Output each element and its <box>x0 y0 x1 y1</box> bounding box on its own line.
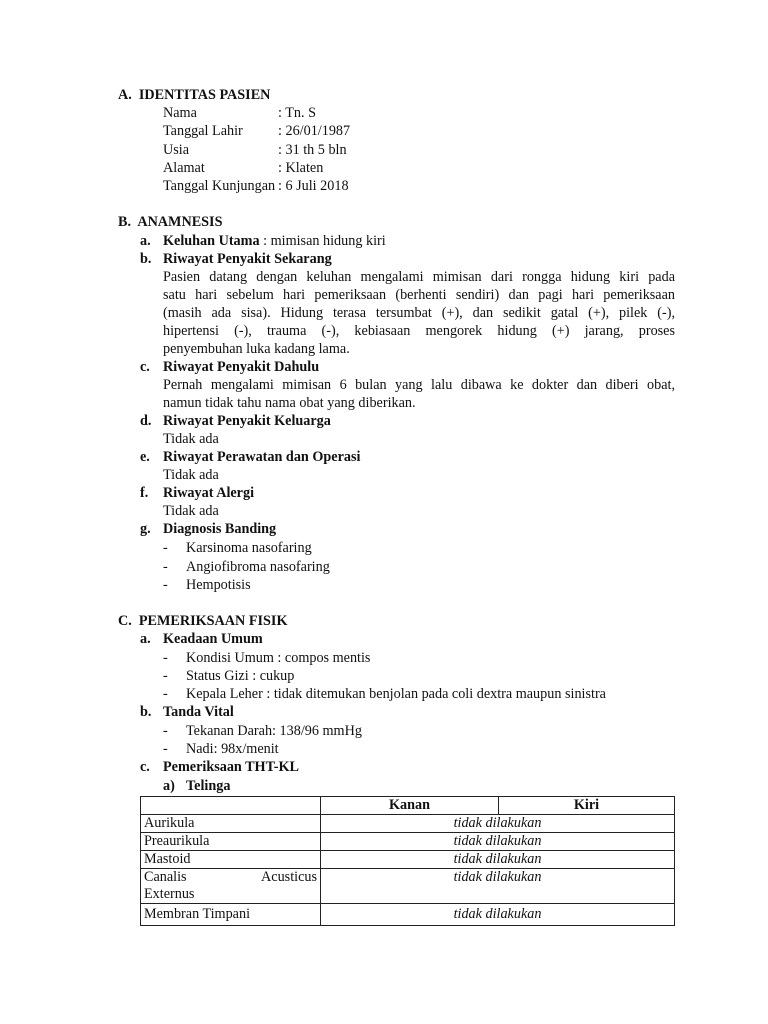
rps-line-4: hipertensi (-), trauma (-), kebiasaan mengorek hidung (+) jarang, proses <box>163 323 675 339</box>
rpo-marker: e. <box>140 449 150 465</box>
table-header-row <box>141 797 675 815</box>
rpd-line-2: namun tidak tahu nama obat yang diberikan. <box>163 395 416 411</box>
row-value: tidak dilakukan <box>321 815 675 833</box>
telinga-title: Telinga <box>186 778 231 794</box>
table-row <box>141 851 675 869</box>
field-value-tanggal-kunjungan: : 6 Juli 2018 <box>278 178 349 194</box>
field-value-nama: : Tn. S <box>278 105 316 121</box>
diagnosis-bullet: - <box>163 577 168 593</box>
tht-marker: c. <box>140 759 150 775</box>
rpk-title: Riwayat Penyakit Keluarga <box>163 413 331 429</box>
section-a-heading: A. IDENTITAS PASIEN <box>118 87 271 103</box>
keadaan-bullet: - <box>163 668 168 684</box>
keluhan-title: Keluhan Utama <box>163 233 260 249</box>
field-label-alamat: Alamat <box>163 160 205 176</box>
section-c-heading: C. PEMERIKSAAN FISIK <box>118 613 288 629</box>
rpo-text: Tidak ada <box>163 467 219 483</box>
row-label: Preaurikula <box>141 833 321 851</box>
rpk-text: Tidak ada <box>163 431 219 447</box>
table-header-blank <box>141 797 321 815</box>
vital-bullet: - <box>163 723 168 739</box>
row-value: tidak dilakukan <box>321 851 675 869</box>
rps-marker: b. <box>140 251 152 267</box>
table-row <box>141 869 675 904</box>
diagnosis-item-3: Hempotisis <box>186 577 251 593</box>
rpd-line-1: Pernah mengalami mimisan 6 bulan yang lalu dibawa ke dokter dan diberi obat, <box>163 377 675 393</box>
telinga-marker: a) <box>163 778 175 794</box>
row-label: Mastoid <box>141 851 321 869</box>
diagnosis-bullet: - <box>163 540 168 556</box>
keadaan-item-1: Kondisi Umum : compos mentis <box>186 650 371 666</box>
rpo-title: Riwayat Perawatan dan Operasi <box>163 449 361 465</box>
section-b-heading: B. ANAMNESIS <box>118 214 223 230</box>
row-label-part: Acusticus <box>261 869 317 885</box>
keadaan-item-3: Kepala Leher : tidak ditemukan benjolan pada coli dextra maupun sinistra <box>186 686 606 702</box>
rpk-marker: d. <box>140 413 152 429</box>
keluhan-text: : mimisan hidung kiri <box>259 233 386 249</box>
row-label: Aurikula <box>141 815 321 833</box>
table-header-kiri: Kiri <box>499 797 675 815</box>
telinga-table <box>140 796 675 926</box>
rps-title: Riwayat Penyakit Sekarang <box>163 251 332 267</box>
row-label-part: Canalis <box>144 869 187 885</box>
row-label: Membran Timpani <box>141 904 321 926</box>
diagnosis-marker: g. <box>140 521 151 537</box>
keluhan-utama <box>163 232 386 250</box>
row-value: tidak dilakukan <box>321 904 675 926</box>
field-label-nama: Nama <box>163 105 197 121</box>
vital-title: Tanda Vital <box>163 704 234 720</box>
keadaan-bullet: - <box>163 686 168 702</box>
keadaan-item-2: Status Gizi : cukup <box>186 668 295 684</box>
row-value: tidak dilakukan <box>321 833 675 851</box>
vital-item-2: Nadi: 98x/menit <box>186 741 279 757</box>
vital-item-1: Tekanan Darah: 138/96 mmHg <box>186 723 362 739</box>
vital-bullet: - <box>163 741 168 757</box>
vital-marker: b. <box>140 704 152 720</box>
diagnosis-item-1: Karsinoma nasofaring <box>186 540 312 556</box>
field-label-usia: Usia <box>163 142 190 158</box>
row-label <box>141 869 321 904</box>
rpd-title: Riwayat Penyakit Dahulu <box>163 359 320 375</box>
table-row <box>141 904 675 926</box>
alergi-marker: f. <box>140 485 149 501</box>
alergi-text: Tidak ada <box>163 503 219 519</box>
keadaan-marker: a. <box>140 631 151 647</box>
tht-title: Pemeriksaan THT-KL <box>163 759 299 775</box>
diagnosis-item-2: Angiofibroma nasofaring <box>186 559 330 575</box>
rpd-marker: c. <box>140 359 150 375</box>
rps-line-2: satu hari sebelum hari pemeriksaan (berhenti sendiri) dan pagi hari pemeriksaan <box>163 287 675 303</box>
keadaan-bullet: - <box>163 650 168 666</box>
keluhan-marker: a. <box>140 233 151 249</box>
row-value: tidak dilakukan <box>321 869 675 904</box>
table-row <box>141 833 675 851</box>
field-value-tanggal-lahir: : 26/01/1987 <box>278 123 351 139</box>
diagnosis-title: Diagnosis Banding <box>163 521 277 537</box>
table-row <box>141 815 675 833</box>
row-label-part: Externus <box>144 886 195 902</box>
rps-line-5: penyembuhan luka kadang lama. <box>163 341 350 357</box>
table-header-kanan: Kanan <box>321 797 499 815</box>
field-value-alamat: : Klaten <box>278 160 324 176</box>
diagnosis-bullet: - <box>163 559 168 575</box>
field-value-usia: : 31 th 5 bln <box>278 142 347 158</box>
rps-line-1: Pasien datang dengan keluhan mengalami mimisan dari rongga hidung kiri pada <box>163 269 675 285</box>
keadaan-title: Keadaan Umum <box>163 631 263 647</box>
field-label-tanggal-lahir: Tanggal Lahir <box>163 123 243 139</box>
field-label-tanggal-kunjungan: Tanggal Kunjungan <box>163 178 276 194</box>
rps-line-3: (masih ada sisa). Hidung terasa tersumbat (+), dan sedikit gatal (+), pilek (-), <box>163 305 675 321</box>
alergi-title: Riwayat Alergi <box>163 485 255 501</box>
